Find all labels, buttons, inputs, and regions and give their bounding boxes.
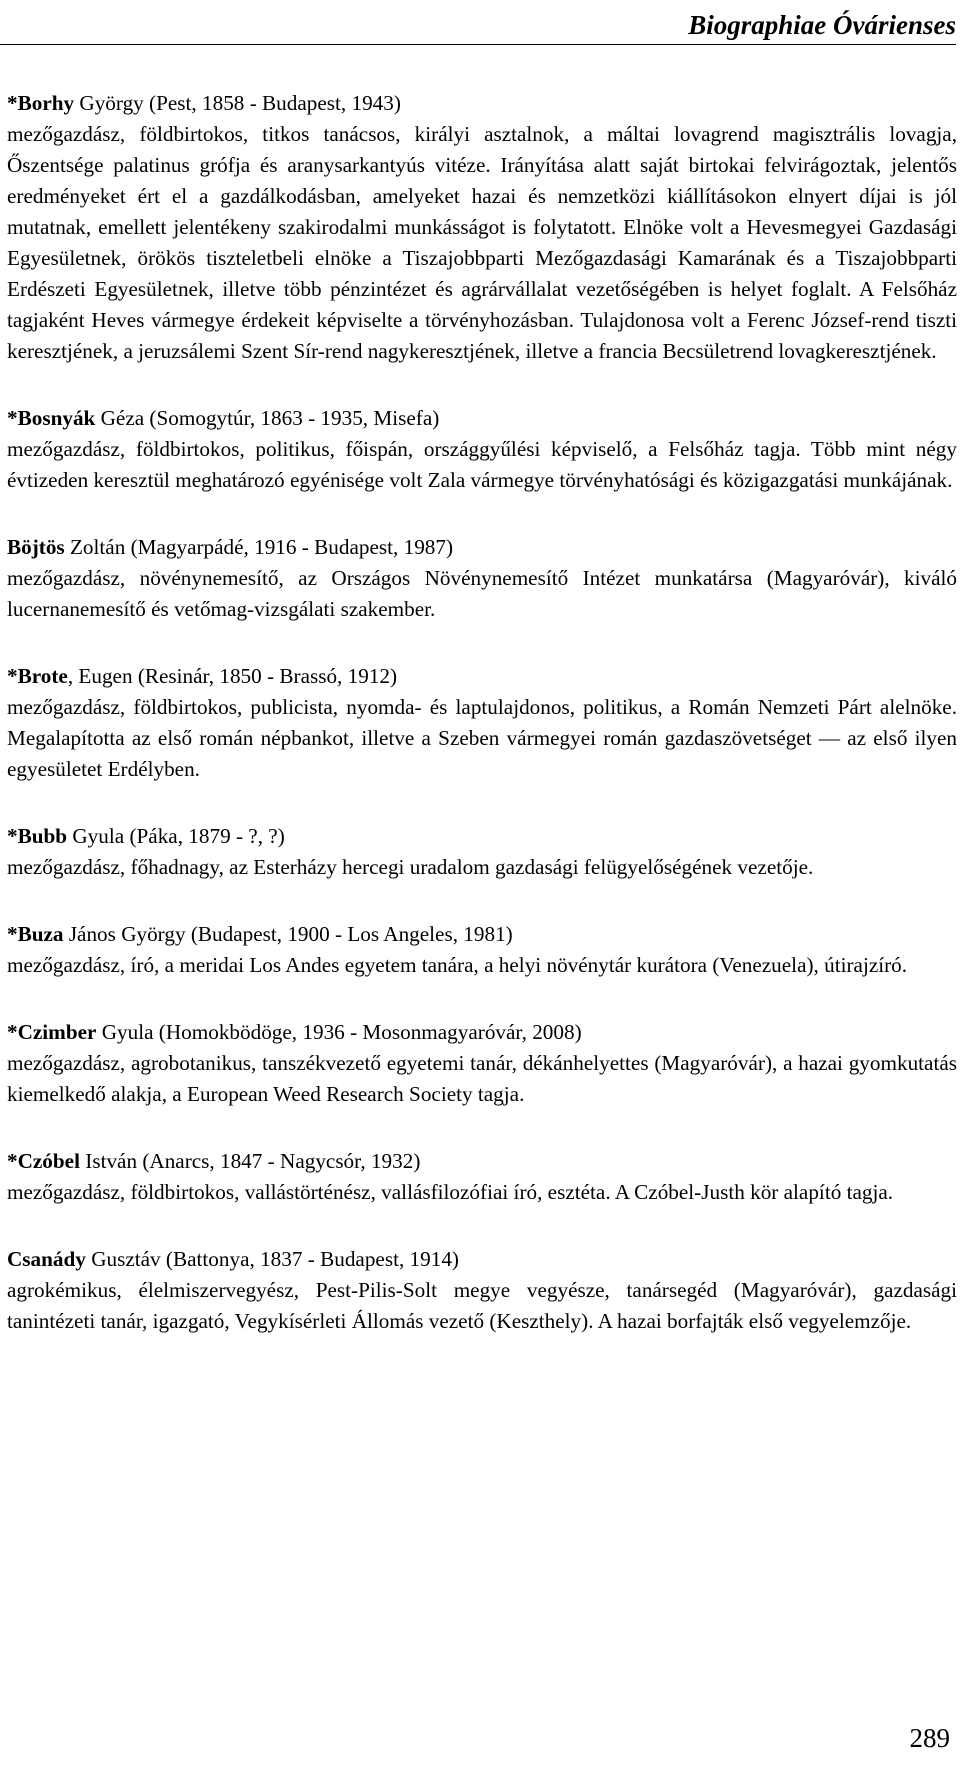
entry-body: mezőgazdász, földbirtokos, politikus, főispán, országgyűlési képviselő, a Felsőház tagja. Több mint négy évtizeden keresztül meghatározó egyénisége volt Zala vármegye törvényhatósági és közigazgatási munkájának. bbox=[7, 437, 957, 492]
entry-name-details: Gyula (Páka, 1879 - ?, ?) bbox=[67, 824, 285, 848]
entry-surname: *Bubb bbox=[7, 824, 68, 848]
entry-heading bbox=[7, 919, 957, 950]
entry-name-details: Zoltán (Magyarpádé, 1916 - Budapest, 1987) bbox=[64, 535, 454, 559]
page-number: 289 bbox=[909, 1723, 950, 1753]
running-header bbox=[0, 0, 956, 45]
entry-name-details: Gyula (Homokbödöge, 1936 - Mosonmagyaróvár, 2008) bbox=[96, 1020, 582, 1044]
biography-entry bbox=[7, 88, 957, 367]
entry-body: mezőgazdász, agrobotanikus, tanszékvezető egyetemi tanár, dékánhelyettes (Magyaróvár), a hazai gyomkutatás kiemelkedő alakja, a European Weed Research Society tagja. bbox=[7, 1051, 957, 1106]
entry-name-details: János György (Budapest, 1900 - Los Angeles, 1981) bbox=[63, 922, 513, 946]
entry-body: mezőgazdász, földbirtokos, titkos tanácsos, királyi asztalnok, a máltai lovagrend magisztrális lovagja, Őszentsége palatinus grófja és aranysarkantyús vitéze. Irányítása alatt saját birtokai felvirágoztak, jelentős eredményeket ért el a gazdálkodásban, amelyeket hazai és nemzetközi kiállításokon elnyert díjai is jól mutatnak, emellett jelentékeny szakirodalmi munkásságot is folytatott. Elnöke volt a Hevesmegyei Gazdasági Egyesületnek, örökös tiszteletbeli elnöke a Tiszajobbparti Mezőgazdasági Kamarának és a Tiszajobbparti Erdészeti Egyesületnek, illetve több pénzintézet és agrárvállalat vezetőségében is helyet foglalt. A Felsőház tagjaként Heves vármegye érdekeit képviselte a törvényhozásban. Tulajdonosa volt a Ferenc József-rend tiszti keresztjének, a jeruzsálemi Szent Sír-rend nagykeresztjének, illetve a francia Becsületrend lovagkeresztjének. bbox=[7, 122, 957, 363]
entry-surname: *Bosnyák bbox=[7, 406, 96, 430]
entry-heading bbox=[7, 1146, 957, 1177]
entry-heading bbox=[7, 88, 957, 119]
entry-surname: Csanády bbox=[7, 1247, 86, 1271]
entry-surname: *Buza bbox=[7, 922, 64, 946]
entry-heading bbox=[7, 403, 957, 434]
entry-name-details: , Eugen (Resinár, 1850 - Brassó, 1912) bbox=[67, 664, 398, 688]
entry-heading bbox=[7, 821, 957, 852]
entry-name-details: György (Pest, 1858 - Budapest, 1943) bbox=[74, 91, 401, 115]
biography-entry bbox=[7, 1244, 957, 1337]
biography-entry bbox=[7, 661, 957, 785]
entry-surname: *Czimber bbox=[7, 1020, 97, 1044]
biography-entry bbox=[7, 821, 957, 883]
entry-heading bbox=[7, 661, 957, 692]
entry-surname: Böjtös bbox=[7, 535, 65, 559]
biography-entry bbox=[7, 403, 957, 496]
entry-name-details: Géza (Somogytúr, 1863 - 1935, Misefa) bbox=[95, 406, 440, 430]
entry-surname: *Brote bbox=[7, 664, 68, 688]
running-header-title: Biographiae Óvárienses bbox=[688, 10, 956, 40]
biography-entry bbox=[7, 919, 957, 981]
entry-name-details: Gusztáv (Battonya, 1837 - Budapest, 1914) bbox=[85, 1247, 459, 1271]
entry-name-details: István (Anarcs, 1847 - Nagycsór, 1932) bbox=[79, 1149, 421, 1173]
entry-body: mezőgazdász, földbirtokos, publicista, nyomda- és laptulajdonos, politikus, a Román Nemzeti Párt alelnöke. Megalapította az első román népbankot, illetve a Szeben vármegyei román gazdaszövetséget — az első ilyen egyesületet Erdélyben. bbox=[7, 695, 957, 781]
entry-body: agrokémikus, élelmiszervegyész, Pest-Pilis-Solt megye vegyésze, tanársegéd (Magyaróvár), gazdasági tanintézeti tanár, igazgató, Vegykísérleti Állomás vezető (Keszthely). A hazai borfajták első vegyelemzője. bbox=[7, 1278, 957, 1333]
biography-entry bbox=[7, 1146, 957, 1208]
biography-entry bbox=[7, 1017, 957, 1110]
biography-entry bbox=[7, 532, 957, 625]
entry-body: mezőgazdász, író, a meridai Los Andes egyetem tanára, a helyi növénytár kurátora (Venezuela), útirajzíró. bbox=[7, 953, 908, 977]
entry-body: mezőgazdász, földbirtokos, vallástörténész, vallásfilozófiai író, esztéta. A Czóbel-Justh kör alapító tagja. bbox=[7, 1180, 894, 1204]
entry-heading bbox=[7, 1017, 957, 1048]
entry-heading bbox=[7, 532, 957, 563]
entry-surname: *Borhy bbox=[7, 91, 75, 115]
entry-body: mezőgazdász, főhadnagy, az Esterházy hercegi uradalom gazdasági felügyelőségének vezetője. bbox=[7, 855, 814, 879]
entry-surname: *Czóbel bbox=[7, 1149, 80, 1173]
entry-heading bbox=[7, 1244, 957, 1275]
entries-list bbox=[7, 88, 957, 1373]
entry-body: mezőgazdász, növénynemesítő, az Országos Növénynemesítő Intézet munkatársa (Magyaróvár), kiváló lucernanemesítő és vetőmag-vizsgálati szakember. bbox=[7, 566, 957, 621]
